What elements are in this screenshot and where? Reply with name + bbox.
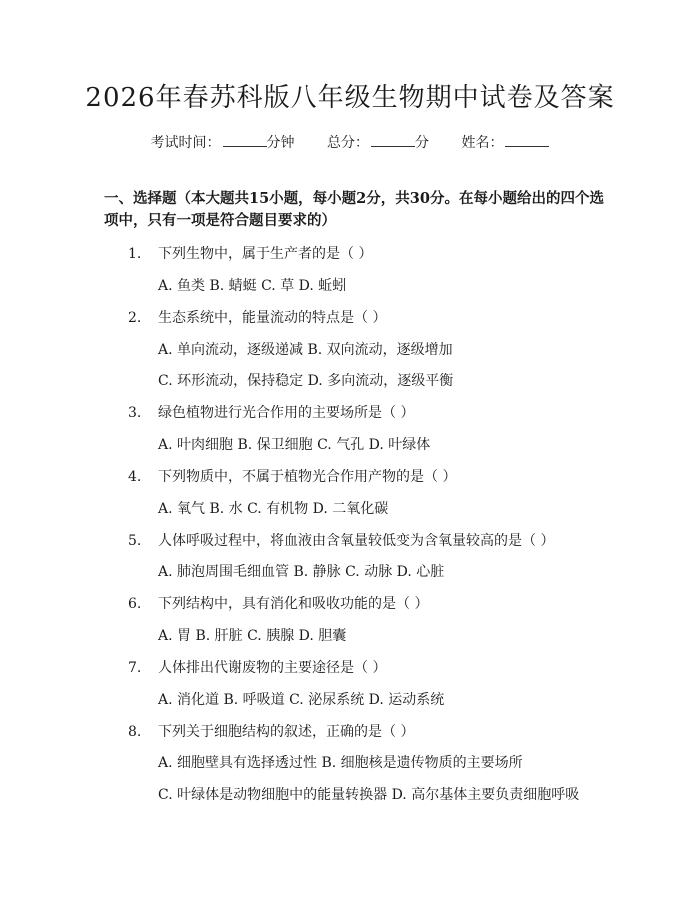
question-8-options-row-1: A. 细胞壁具有选择透过性 B. 细胞核是遗传物质的主要场所 (158, 755, 523, 771)
exam-meta-line (0, 132, 700, 153)
question-number: 7. (128, 660, 142, 676)
question-6-options: A. 胃 B. 肝脏 C. 胰腺 D. 胆囊 (158, 628, 347, 644)
question-6 (128, 594, 598, 614)
question-3-options: A. 叶肉细胞 B. 保卫细胞 C. 气孔 D. 叶绿体 (158, 437, 431, 453)
exam-score-blank (371, 132, 415, 147)
question-4 (128, 467, 598, 487)
question-7-options: A. 消化道 B. 呼吸道 C. 泌尿系统 D. 运动系统 (158, 692, 445, 708)
question-5 (128, 531, 598, 551)
question-3 (128, 403, 598, 423)
question-number: 2. (128, 310, 142, 326)
question-text: 人体呼吸过程中，将血液由含氧量较低变为含氧量较高的是（ ） (158, 533, 555, 549)
question-text: 人体排出代谢废物的主要途径是（ ） (158, 660, 387, 676)
exam-score-label: 总分： (327, 135, 369, 151)
question-1 (128, 244, 598, 264)
exam-time-blank (223, 132, 267, 147)
student-name-label: 姓名： (461, 135, 504, 151)
question-number: 1. (128, 246, 142, 262)
question-text: 下列关于细胞结构的叙述，正确的是（ ） (158, 724, 415, 740)
exam-score-unit: 分 (415, 135, 429, 151)
question-text: 下列结构中，具有消化和吸收功能的是（ ） (158, 596, 429, 612)
question-text: 绿色植物进行光合作用的主要场所是（ ） (158, 405, 415, 421)
question-2-options-row-2: C. 环形流动，保持稳定 D. 多向流动，逐级平衡 (158, 373, 454, 389)
question-text: 生态系统中，能量流动的特点是（ ） (158, 310, 387, 326)
exam-time-unit: 分钟 (266, 135, 295, 151)
exam-score (327, 132, 429, 153)
question-number: 5. (128, 533, 142, 549)
question-text: 下列物质中，不属于植物光合作用产物的是（ ） (158, 469, 457, 485)
question-4-options: A. 氧气 B. 水 C. 有机物 D. 二氧化碳 (158, 501, 389, 517)
section-heading: 一、选择题（本大题共15小题，每小题2分，共30分。在每小题给出的四个选项中，只有一项是符合题目要求的） (104, 190, 604, 229)
question-number: 4. (128, 469, 142, 485)
question-1-options: A. 鱼类 B. 蜻蜓 C. 草 D. 蚯蚓 (158, 278, 347, 294)
question-2-options-row-1: A. 单向流动，逐级递减 B. 双向流动，逐级增加 (158, 342, 453, 358)
question-5-options: A. 肺泡周围毛细血管 B. 静脉 C. 动脉 D. 心脏 (158, 564, 445, 580)
question-text: 下列生物中，属于生产者的是（ ） (158, 246, 373, 262)
student-name-blank (505, 132, 549, 147)
exam-time-label: 考试时间： (150, 135, 221, 151)
exam-time (151, 132, 295, 153)
question-2 (128, 308, 598, 328)
question-number: 8. (128, 724, 142, 740)
question-7 (128, 658, 598, 678)
question-number: 3. (128, 405, 142, 421)
question-8-options-row-2: C. 叶绿体是动物细胞中的能量转换器 D. 高尔基体主要负责细胞呼吸 (158, 787, 580, 803)
page-title: 2026年春苏科版八年级生物期中试卷及答案 (85, 83, 615, 113)
question-number: 6. (128, 596, 142, 612)
student-name (461, 132, 549, 153)
question-8 (128, 722, 598, 742)
